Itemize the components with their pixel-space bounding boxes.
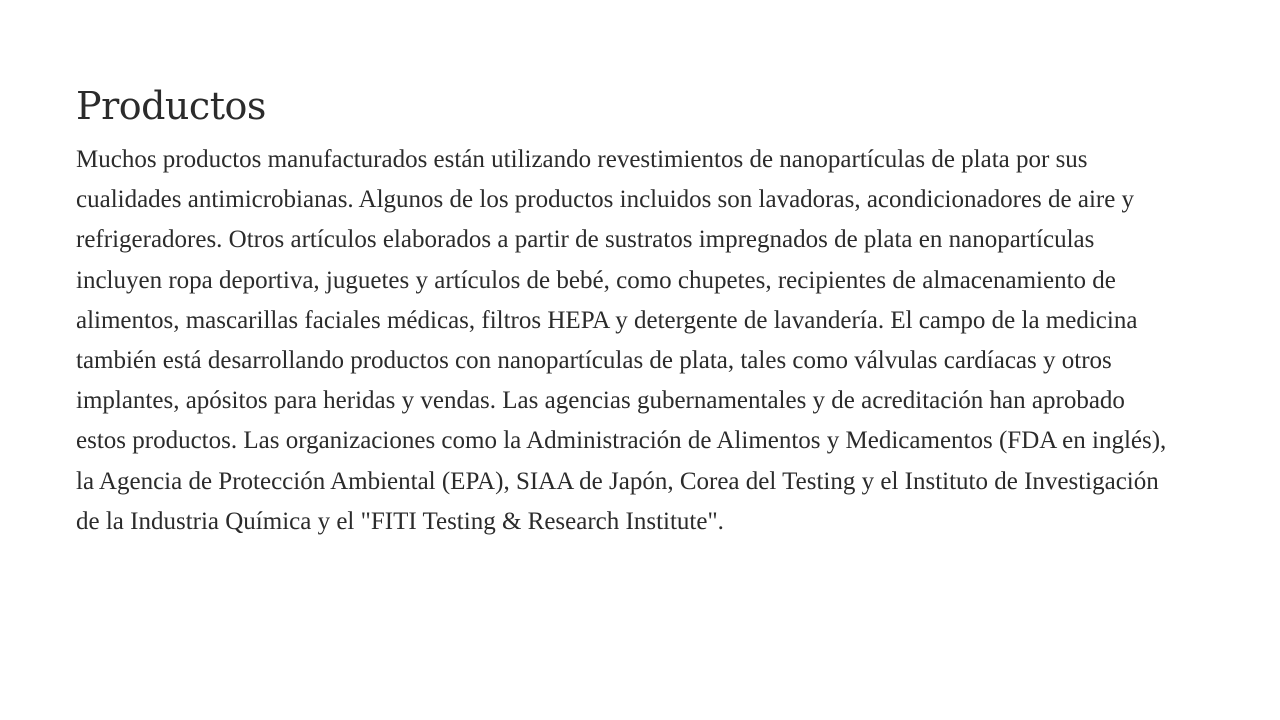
section-title: Productos bbox=[76, 84, 266, 128]
section-paragraph: Muchos productos manufacturados están utilizando revestimientos de nanopartículas de plata por sus cualidades antimicrobianas. Algunos de los productos incluidos son lavadoras, acondicionadores de aire y refrigeradores. Otros artículos elaborados a partir de sustratos impregnados de plata en nanopartículas incluyen ropa deportiva, juguetes y artículos de bebé, como chupetes, recipientes de almacenamiento de alimentos, mascarillas faciales médicas, filtros HEPA y detergente de lavandería. El campo de la medicina también está desarrollando productos con nanopartículas de plata, tales como válvulas cardíacas y otros implantes, apósitos para heridas y vendas. Las agencias gubernamentales y de acreditación han aprobado estos productos. Las organizaciones como la Administración de Alimentos y Medicamentos (FDA en inglés), la Agencia de Protección Ambiental (EPA), SIAA de Japón, Corea del Testing y el Instituto de Investigación de la Industria Química y el "FITI Testing & Research Institute". bbox=[76, 146, 1167, 535]
